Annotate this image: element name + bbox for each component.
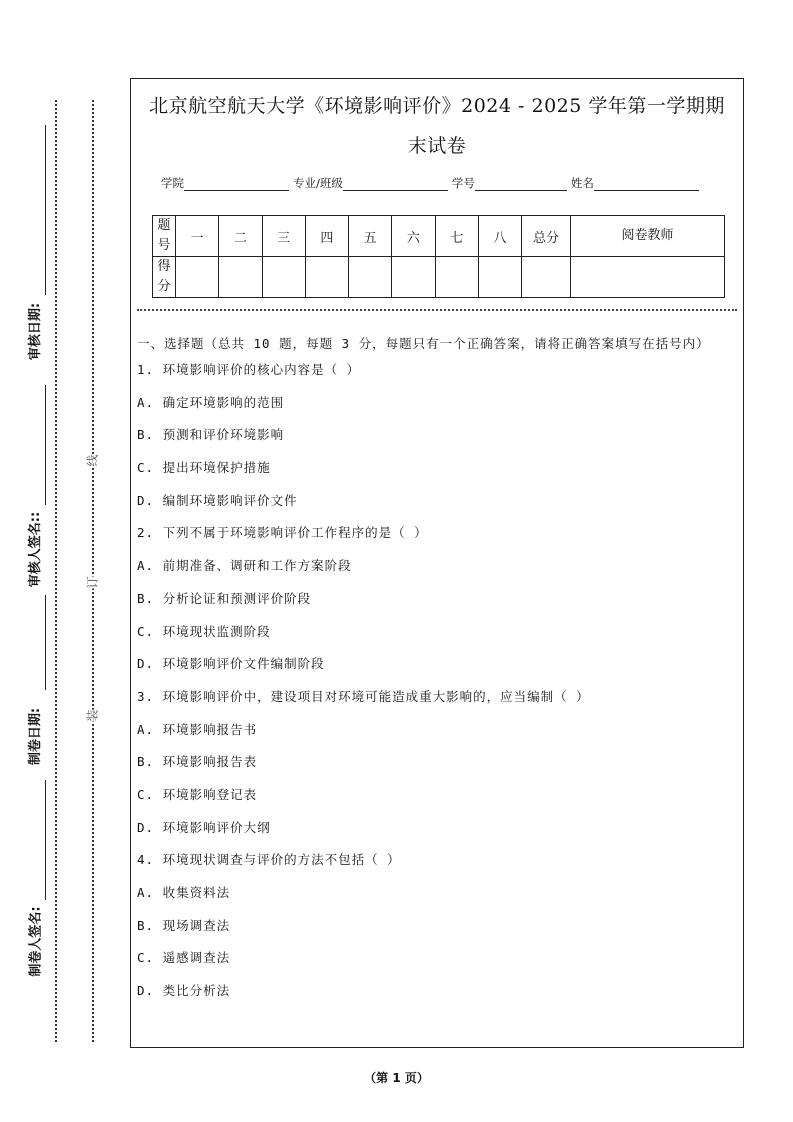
- college-label: 学院: [161, 176, 184, 190]
- make-date-line: [45, 595, 46, 690]
- score-cell[interactable]: [305, 257, 348, 298]
- score-cell[interactable]: [435, 257, 478, 298]
- option: C. 遥感调查法: [137, 950, 231, 966]
- option: A. 收集资料法: [137, 885, 231, 900]
- score-cell[interactable]: [522, 257, 571, 298]
- question-text: 1. 环境影响评价的核心内容是（ ）: [137, 362, 361, 377]
- student-id-label: 学号: [451, 176, 475, 190]
- maker-sign-label: 制卷人签名:: [28, 906, 44, 977]
- score-cell[interactable]: [571, 257, 725, 298]
- column-header: 阅卷教师: [571, 216, 725, 257]
- score-cell[interactable]: [478, 257, 521, 298]
- option: C. 提出环境保护措施: [137, 460, 271, 476]
- score-cell[interactable]: [392, 257, 435, 298]
- option: B. 预测和评价环境影响: [137, 427, 285, 443]
- score-cell[interactable]: [176, 257, 219, 298]
- question-text: 4. 环境现状调查与评价的方法不包括（ ）: [137, 852, 401, 868]
- option: A. 前期准备、调研和工作方案阶段: [137, 558, 352, 574]
- table-row: [153, 216, 725, 257]
- option: D. 环境影响评价大纲: [137, 819, 271, 835]
- exam-frame: [130, 78, 744, 1048]
- question-text: 3. 环境影响评价中，建设项目对环境可能造成重大影响的，应当编制（ ）: [137, 688, 590, 704]
- binding-dotted-line-outer: [55, 100, 57, 1042]
- option: B. 现场调查法: [137, 917, 231, 933]
- row-label: 得分: [153, 257, 176, 298]
- question-1: [137, 360, 735, 523]
- score-table: [152, 215, 725, 298]
- reviewer-sign-label: 审核人签名::: [28, 511, 44, 588]
- column-header: 一: [176, 216, 219, 257]
- column-header: 六: [392, 216, 435, 257]
- bind-mark-pack: 装: [82, 709, 103, 721]
- score-cell[interactable]: [219, 257, 262, 298]
- column-header: 五: [349, 216, 392, 257]
- option: D. 编制环境影响评价文件: [137, 492, 298, 508]
- column-header: 八: [478, 216, 521, 257]
- score-cell[interactable]: [262, 257, 305, 298]
- column-header: 总分: [522, 216, 571, 257]
- column-header: 三: [262, 216, 305, 257]
- column-header: 四: [305, 216, 348, 257]
- exam-title-cont: 末试卷: [407, 135, 467, 157]
- question-3: [137, 687, 735, 850]
- major-label: 专业/班级: [293, 176, 343, 190]
- bind-mark-order: 订: [82, 576, 103, 588]
- question-text: 2. 下列不属于环境影响评价工作程序的是（ ）: [137, 525, 428, 541]
- exam-title: 北京航空航天大学《环境影响评价》2024 - 2025 学年第一学期期: [149, 95, 725, 117]
- binding-dotted-line-inner: [92, 100, 94, 1042]
- college-field[interactable]: [184, 177, 289, 191]
- column-header: 二: [219, 216, 262, 257]
- name-label: 姓名: [570, 176, 594, 190]
- column-header: 七: [435, 216, 478, 257]
- make-date-label: 制卷日期:: [28, 707, 44, 766]
- option: D. 环境影响评价文件编制阶段: [137, 656, 325, 672]
- question-2: [137, 523, 735, 686]
- student-id-field[interactable]: [475, 177, 567, 191]
- major-field[interactable]: [343, 177, 448, 191]
- option: B. 分析论证和预测评价阶段: [137, 590, 312, 606]
- student-info: [161, 175, 703, 191]
- review-date-line: [45, 125, 46, 295]
- row-label: 题号: [153, 216, 176, 257]
- page-number: （第 1 页）: [364, 1071, 429, 1085]
- option: C. 环境现状监测阶段: [137, 623, 271, 639]
- name-field[interactable]: [594, 177, 699, 191]
- option: A. 环境影响报告书: [137, 721, 258, 737]
- table-row: [153, 257, 725, 298]
- score-cell[interactable]: [349, 257, 392, 298]
- question-4: [137, 850, 735, 1013]
- maker-sign-line: [45, 780, 46, 900]
- option: B. 环境影响报告表: [137, 754, 258, 770]
- option: D. 类比分析法: [137, 983, 231, 999]
- section-intro: 一、选择题（总共 10 题，每题 3 分，每题只有一个正确答案，请将正确答案填写在括号内）: [137, 336, 710, 351]
- reviewer-sign-line: [45, 385, 46, 505]
- exam-body: [137, 333, 735, 1014]
- dotted-separator: [137, 309, 737, 311]
- bind-mark-line: 线: [82, 454, 103, 466]
- option: A. 确定环境影响的范围: [137, 394, 285, 410]
- review-date-label: 审核日期:: [28, 302, 44, 361]
- option: C. 环境影响登记表: [137, 786, 258, 802]
